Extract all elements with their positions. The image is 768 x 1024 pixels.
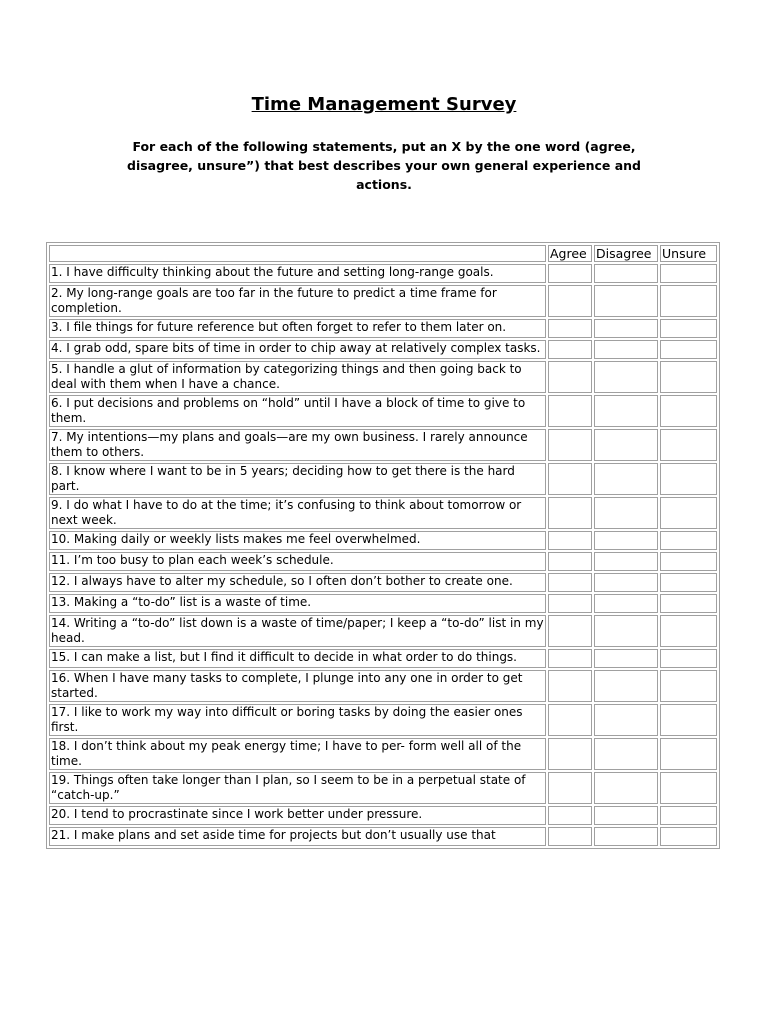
unsure-answer-cell[interactable] <box>660 395 717 427</box>
page-title: Time Management Survey <box>251 94 517 115</box>
survey-body <box>49 264 717 846</box>
header-unsure: Unsure <box>660 245 717 262</box>
table-row <box>49 395 717 427</box>
agree-answer-cell[interactable] <box>548 594 592 613</box>
unsure-answer-cell[interactable] <box>660 772 717 804</box>
table-row <box>49 531 717 550</box>
statement-cell: 7. My intentions—my plans and goals—are my own business. I rarely announce them to others. <box>49 429 546 461</box>
agree-answer-cell[interactable] <box>548 340 592 359</box>
statement-cell: 11. I’m too busy to plan each week’s schedule. <box>49 552 546 571</box>
disagree-answer-cell[interactable] <box>594 463 658 495</box>
statement-cell: 8. I know where I want to be in 5 years; deciding how to get there is the hard part. <box>49 463 546 495</box>
table-row <box>49 264 717 283</box>
statement-cell: 16. When I have many tasks to complete, I plunge into any one in order to get started. <box>49 670 546 702</box>
statement-cell: 20. I tend to procrastinate since I work better under pressure. <box>49 806 546 825</box>
agree-answer-cell[interactable] <box>548 463 592 495</box>
unsure-answer-cell[interactable] <box>660 827 717 846</box>
unsure-answer-cell[interactable] <box>660 649 717 668</box>
unsure-answer-cell[interactable] <box>660 340 717 359</box>
table-row <box>49 827 717 846</box>
statement-cell: 2. My long-range goals are too far in the future to predict a time frame for completion. <box>49 285 546 317</box>
unsure-answer-cell[interactable] <box>660 670 717 702</box>
disagree-answer-cell[interactable] <box>594 615 658 647</box>
unsure-answer-cell[interactable] <box>660 429 717 461</box>
table-row <box>49 552 717 571</box>
disagree-answer-cell[interactable] <box>594 361 658 393</box>
disagree-answer-cell[interactable] <box>594 806 658 825</box>
disagree-answer-cell[interactable] <box>594 497 658 529</box>
disagree-answer-cell[interactable] <box>594 429 658 461</box>
agree-answer-cell[interactable] <box>548 429 592 461</box>
disagree-answer-cell[interactable] <box>594 552 658 571</box>
unsure-answer-cell[interactable] <box>660 264 717 283</box>
unsure-answer-cell[interactable] <box>660 285 717 317</box>
statement-cell: 4. I grab odd, spare bits of time in order to chip away at relatively complex tasks. <box>49 340 546 359</box>
table-row <box>49 615 717 647</box>
unsure-answer-cell[interactable] <box>660 573 717 592</box>
unsure-answer-cell[interactable] <box>660 552 717 571</box>
survey-table <box>46 242 720 849</box>
disagree-answer-cell[interactable] <box>594 738 658 770</box>
table-row <box>49 573 717 592</box>
disagree-answer-cell[interactable] <box>594 285 658 317</box>
unsure-answer-cell[interactable] <box>660 806 717 825</box>
instructions-text: For each of the following statements, put an X by the one word (agree, disagree, unsure”) that best describes your own general experience and actions. <box>127 139 641 192</box>
header-statement <box>49 245 546 262</box>
agree-answer-cell[interactable] <box>548 395 592 427</box>
agree-answer-cell[interactable] <box>548 264 592 283</box>
unsure-answer-cell[interactable] <box>660 738 717 770</box>
statement-cell: 12. I always have to alter my schedule, so I often don’t bother to create one. <box>49 573 546 592</box>
agree-answer-cell[interactable] <box>548 670 592 702</box>
agree-answer-cell[interactable] <box>548 772 592 804</box>
unsure-answer-cell[interactable] <box>660 497 717 529</box>
statement-cell: 13. Making a “to-do” list is a waste of time. <box>49 594 546 613</box>
table-row <box>49 806 717 825</box>
disagree-answer-cell[interactable] <box>594 319 658 338</box>
table-row <box>49 497 717 529</box>
table-row <box>49 361 717 393</box>
table-row <box>49 704 717 736</box>
header-disagree: Disagree <box>594 245 658 262</box>
disagree-answer-cell[interactable] <box>594 531 658 550</box>
statement-cell: 19. Things often take longer than I plan, so I seem to be in a perpetual state of “catch-up.” <box>49 772 546 804</box>
statement-cell: 14. Writing a “to-do” list down is a waste of time/paper; I keep a “to-do” list in my head. <box>49 615 546 647</box>
disagree-answer-cell[interactable] <box>594 827 658 846</box>
disagree-answer-cell[interactable] <box>594 670 658 702</box>
agree-answer-cell[interactable] <box>548 649 592 668</box>
statement-cell: 1. I have difficulty thinking about the future and setting long-range goals. <box>49 264 546 283</box>
table-row <box>49 670 717 702</box>
header-row <box>49 245 717 262</box>
agree-answer-cell[interactable] <box>548 573 592 592</box>
agree-answer-cell[interactable] <box>548 285 592 317</box>
statement-cell: 10. Making daily or weekly lists makes me feel overwhelmed. <box>49 531 546 550</box>
disagree-answer-cell[interactable] <box>594 649 658 668</box>
agree-answer-cell[interactable] <box>548 827 592 846</box>
statement-cell: 15. I can make a list, but I find it difficult to decide in what order to do things. <box>49 649 546 668</box>
agree-answer-cell[interactable] <box>548 361 592 393</box>
disagree-answer-cell[interactable] <box>594 264 658 283</box>
table-row <box>49 429 717 461</box>
unsure-answer-cell[interactable] <box>660 704 717 736</box>
disagree-answer-cell[interactable] <box>594 704 658 736</box>
agree-answer-cell[interactable] <box>548 704 592 736</box>
agree-answer-cell[interactable] <box>548 806 592 825</box>
table-row <box>49 340 717 359</box>
disagree-answer-cell[interactable] <box>594 772 658 804</box>
statement-cell: 18. I don’t think about my peak energy time; I have to per- form well all of the time. <box>49 738 546 770</box>
statement-cell: 3. I file things for future reference but often forget to refer to them later on. <box>49 319 546 338</box>
agree-answer-cell[interactable] <box>548 552 592 571</box>
statement-cell: 6. I put decisions and problems on “hold” until I have a block of time to give to them. <box>49 395 546 427</box>
table-row <box>49 738 717 770</box>
unsure-answer-cell[interactable] <box>660 319 717 338</box>
table-row <box>49 463 717 495</box>
table-row <box>49 285 717 317</box>
disagree-answer-cell[interactable] <box>594 395 658 427</box>
disagree-answer-cell[interactable] <box>594 573 658 592</box>
agree-answer-cell[interactable] <box>548 531 592 550</box>
statement-cell: 21. I make plans and set aside time for projects but don’t usually use that <box>49 827 546 846</box>
agree-answer-cell[interactable] <box>548 738 592 770</box>
statement-cell: 9. I do what I have to do at the time; it’s confusing to think about tomorrow or next week. <box>49 497 546 529</box>
table-row <box>49 319 717 338</box>
header-agree: Agree <box>548 245 592 262</box>
table-row <box>49 772 717 804</box>
unsure-answer-cell[interactable] <box>660 531 717 550</box>
agree-answer-cell[interactable] <box>548 497 592 529</box>
statement-cell: 17. I like to work my way into difficult or boring tasks by doing the easier ones first. <box>49 704 546 736</box>
agree-answer-cell[interactable] <box>548 319 592 338</box>
unsure-answer-cell[interactable] <box>660 361 717 393</box>
statement-cell: 5. I handle a glut of information by categorizing things and then going back to deal with them when I have a chance. <box>49 361 546 393</box>
unsure-answer-cell[interactable] <box>660 463 717 495</box>
table-row <box>49 649 717 668</box>
table-row <box>49 594 717 613</box>
unsure-answer-cell[interactable] <box>660 594 717 613</box>
disagree-answer-cell[interactable] <box>594 340 658 359</box>
agree-answer-cell[interactable] <box>548 615 592 647</box>
unsure-answer-cell[interactable] <box>660 615 717 647</box>
disagree-answer-cell[interactable] <box>594 594 658 613</box>
